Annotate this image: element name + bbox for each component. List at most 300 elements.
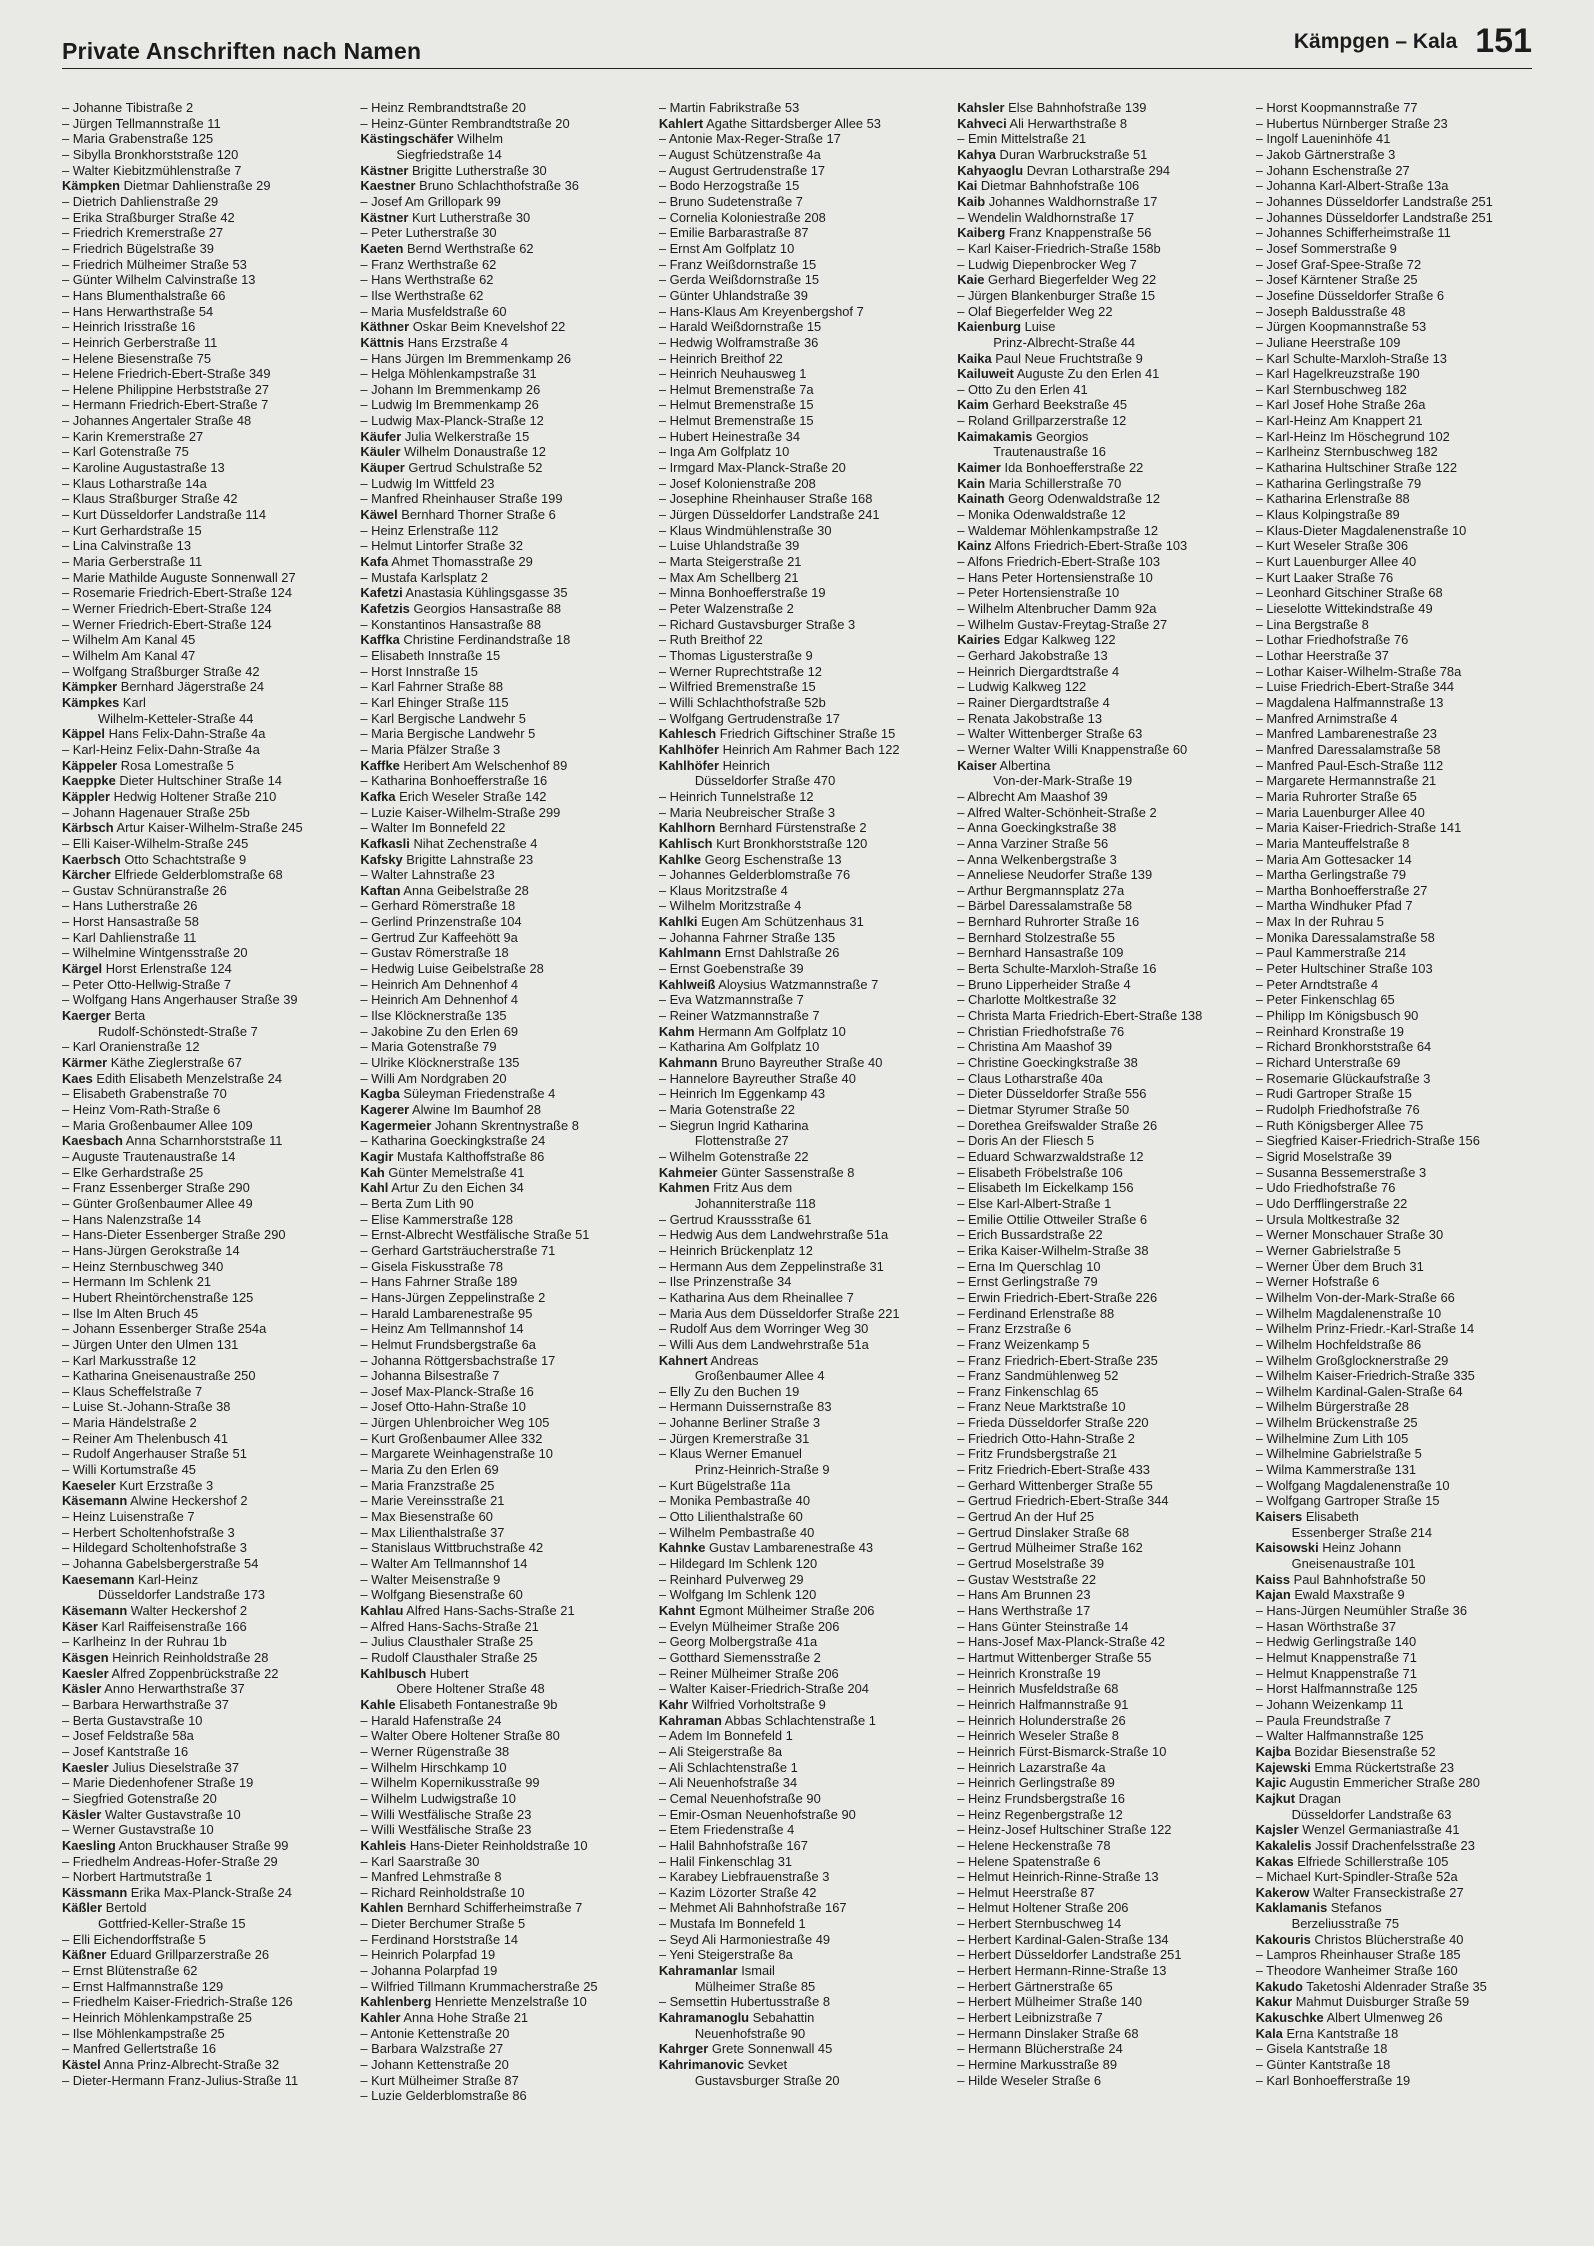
entry-line: – Wilhelmine Wintgensstraße 20: [62, 945, 350, 961]
entry-line: – Helene Spatenstraße 6: [957, 1854, 1245, 1870]
entry-line: – Anna Welkenbergstraße 3: [957, 852, 1245, 868]
surname: Kahraman: [658, 1712, 722, 1728]
entry-line: – Walter Kaiser-Friedrich-Straße 204: [659, 1681, 947, 1697]
entry-line: – Martha Windhuker Pfad 7: [1256, 898, 1544, 914]
entry-line: – Ilse Werthstraße 62: [360, 288, 648, 304]
entry-line: – Bruno Sudetenstraße 7: [659, 194, 947, 210]
entry-line: – Kurt Gerhardstraße 15: [62, 523, 350, 539]
entry-line: – Herbert Sternbuschweg 14: [957, 1916, 1245, 1932]
entry-text: Andreas: [710, 1352, 759, 1368]
entry-text: Dragan: [1298, 1790, 1341, 1806]
entry-text: Bernhard Jägerstraße 24: [120, 679, 265, 695]
entry-line: – Manfred Paul-Esch-Straße 112: [1256, 758, 1544, 774]
entry-line: – Gustav Schnüranstraße 26: [62, 883, 350, 899]
surname-entry: [62, 1008, 350, 1024]
surname-entry: [659, 1024, 947, 1040]
entry-line: – Maria Zu den Erlen 69: [360, 1462, 648, 1478]
entry-line: – Werner Friedrich-Ebert-Straße 124: [62, 601, 350, 617]
entry-line: – Mustafa Karlsplatz 2: [360, 570, 648, 586]
surname-entry: [360, 319, 648, 335]
entry-line: – Renata Jakobstraße 13: [957, 711, 1245, 727]
entry-line: – Siegfried Gotenstraße 20: [62, 1791, 350, 1807]
entry-line: – Heinz Vom-Rath-Straße 6: [62, 1102, 350, 1118]
surname-entry: [957, 147, 1245, 163]
entry-line: – Johannes Düsseldorfer Landstraße 251: [1256, 194, 1544, 210]
entry-line: – Antonie Max-Reger-Straße 17: [659, 131, 947, 147]
surname-entry: [360, 429, 648, 445]
entry-line: – Richard Unterstraße 69: [1256, 1055, 1544, 1071]
entry-line: – Cemal Neuenhofstraße 90: [659, 1791, 947, 1807]
entry-line: – Ilse Möhlenkampstraße 25: [62, 2026, 350, 2042]
entry-line: – Klaus Moritzstraße 4: [659, 883, 947, 899]
surname-entry: [62, 1493, 350, 1509]
surname-entry: [1256, 1885, 1544, 1901]
entry-line: – Halil Finkenschlag 31: [659, 1854, 947, 1870]
entry-line: – August Schützenstraße 4a: [659, 147, 947, 163]
entry-text: Egmont Mülheimer Straße 206: [698, 1603, 875, 1618]
entry-line: – Dietrich Dahlienstraße 29: [62, 194, 350, 210]
entry-line: – Karin Kremerstraße 27: [62, 429, 350, 445]
entry-line: – Heinrich Holunderstraße 26: [957, 1713, 1245, 1729]
entry-line: – Walter Meisenstraße 9: [360, 1572, 648, 1588]
surname-entry: [360, 585, 648, 601]
entry-line: – Ali Steigerstraße 8a: [659, 1744, 947, 1760]
entry-text: Dietmar Dahlienstraße 29: [123, 178, 271, 194]
entry-line: – Ludwig Diepenbrocker Weg 7: [957, 257, 1245, 273]
entry-line: – Bernhard Hansastraße 109: [957, 945, 1245, 961]
entry-line: – Christina Am Maashof 39: [957, 1039, 1245, 1055]
address-continuation: Von-der-Mark-Straße 19: [993, 773, 1133, 789]
entry-line: – Heinrich Brückenplatz 12: [659, 1243, 947, 1259]
entry-line: – Luise Friedrich-Ebert-Straße 344: [1256, 679, 1544, 695]
entry-line: – Heinz Rembrandtstraße 20: [360, 100, 648, 116]
surname-entry: [957, 491, 1245, 507]
entry-line: – Cornelia Koloniestraße 208: [659, 210, 947, 226]
entry-line: – Udo Derfflingerstraße 22: [1256, 1196, 1544, 1212]
entry-line: – Friedrich Kremerstraße 27: [62, 225, 350, 241]
entry-line: – Wilhelm Großglocknerstraße 29: [1256, 1353, 1544, 1369]
entry-line: – Maria Manteuffelstraße 8: [1256, 836, 1544, 852]
entry-line: – Wilhelm Prinz-Friedr.-Karl-Straße 14: [1256, 1321, 1544, 1337]
entry-line: – Peter Arndtstraße 4: [1256, 977, 1544, 993]
entry-line: – Eduard Schwarzwaldstraße 12: [957, 1149, 1245, 1165]
entry-text: Erika Max-Planck-Straße 24: [130, 1884, 292, 1900]
entry-line: – Gotthard Siemensstraße 2: [659, 1650, 947, 1666]
entry-line: – Berta Gustavstraße 10: [62, 1713, 350, 1729]
entry-text: Henriette Menzelstraße 10: [434, 1994, 587, 2010]
entry-line: – Johann Hagenauer Straße 25b: [62, 805, 350, 821]
entry-line: – Roland Grillparzerstraße 12: [957, 413, 1245, 429]
entry-line: – Heinz-Josef Hultschiner Straße 122: [957, 1822, 1245, 1838]
entry-line: – Elli Kaiser-Wilhelm-Straße 245: [62, 836, 350, 852]
entry-line: – Erika Kaiser-Wilhelm-Straße 38: [957, 1243, 1245, 1259]
surname: Kämpkes: [62, 694, 120, 710]
entry-line: – Josef Kärntener Straße 25: [1256, 272, 1544, 288]
surname: Kairies: [957, 632, 1001, 648]
surname-entry: [360, 1165, 648, 1181]
entry-text: Heribert Am Welschenhof 89: [403, 757, 568, 773]
surname: Kaesemann: [62, 1571, 135, 1587]
entry-line: – Antonie Kettenstraße 20: [360, 2026, 648, 2042]
entry-text: Agathe Sittardsberger Allee 53: [706, 115, 881, 131]
entry-line: – Gerlind Prinzenstraße 104: [360, 914, 648, 930]
entry-line: – Karl Fahrner Straße 88: [360, 679, 648, 695]
surname: Kajic: [1255, 1775, 1287, 1791]
entry-line: – Maria Pfälzer Straße 3: [360, 742, 648, 758]
surname-entry: [62, 852, 350, 868]
surname-entry: [1256, 2026, 1544, 2042]
entry-text: Oskar Beim Knevelshof 22: [412, 319, 566, 335]
entry-text: Aloysius Watzmannstraße 7: [718, 976, 879, 992]
entry-line: – Berta Schulte-Marxloh-Straße 16: [957, 961, 1245, 977]
surname-entry: [360, 1180, 648, 1196]
entry-text: Kurt Bronkhorststraße 120: [716, 835, 868, 851]
entry-line: – Katharina Bonhoefferstraße 16: [360, 773, 648, 789]
entry-line: – Wendelin Waldhornstraße 17: [957, 210, 1245, 226]
surname-entry: [360, 836, 648, 852]
surname-entry: [360, 1603, 648, 1619]
surname: Kahnt: [658, 1603, 696, 1618]
entry-text: Erna Kantstraße 18: [1286, 2025, 1399, 2041]
entry-line: – Karl Bergische Landwehr 5: [360, 711, 648, 727]
entry-line: – Wilhelm Kardinal-Galen-Straße 64: [1256, 1384, 1544, 1400]
surname: Käppler: [62, 788, 110, 804]
surname-entry: [62, 1055, 350, 1071]
address-continuation: Berzeliusstraße 75: [1291, 1916, 1400, 1932]
entry-line: – Hildegard Im Schlenk 120: [659, 1556, 947, 1572]
entry-text: Anna Scharnhorststraße 11: [125, 1133, 283, 1149]
entry-line: – Christian Friedhofstraße 76: [957, 1024, 1245, 1040]
entry-text: Karl Raiffeisenstraße 166: [101, 1618, 247, 1634]
entry-line: – Reiner Mülheimer Straße 206: [659, 1666, 947, 1682]
section-title: Private Anschriften nach Namen: [62, 38, 422, 64]
entry-line: – Karl Gotenstraße 75: [62, 444, 350, 460]
entry-line: – Herbert Gärtnerstraße 65: [957, 1979, 1245, 1995]
surname-entry: [62, 1666, 350, 1682]
surname: Kaimer: [957, 460, 1001, 476]
surname: Kahramanoglu: [658, 2010, 750, 2026]
surname: Käuler: [360, 444, 401, 460]
entry-text: Alfred Zoppenbrückstraße 22: [111, 1665, 279, 1681]
entry-line: – Werner Gabrielstraße 5: [1256, 1243, 1544, 1259]
entry-line: – Ali Neuenhofstraße 34: [659, 1775, 947, 1791]
entry-line: – Rosemarie Friedrich-Ebert-Straße 124: [62, 585, 350, 601]
entry-line: – Helmut Frundsbergstraße 6a: [360, 1337, 648, 1353]
surname: Kästingschäfer: [360, 131, 454, 147]
entry-line: – Karl Saarstraße 30: [360, 1854, 648, 1870]
entry-line: – Joseph Baldusstraße 48: [1256, 304, 1544, 320]
entry-line: – Gustav Römerstraße 18: [360, 945, 648, 961]
surname-entry: [659, 2010, 947, 2026]
entry-text: Franz Knappenstraße 56: [1008, 225, 1152, 241]
entry-line: – Willi Westfälische Straße 23: [360, 1807, 648, 1823]
surname: Kahleis: [360, 1837, 407, 1853]
entry-text: Sebahattin: [752, 2010, 815, 2026]
entry-line: – Marie Diedenhofener Straße 19: [62, 1775, 350, 1791]
entry-line: – Manfred Rheinhauser Straße 199: [360, 491, 648, 507]
surname-entry: [957, 758, 1245, 774]
entry-line: – Lieselotte Wittekindstraße 49: [1256, 601, 1544, 617]
entry-line: – Luzie Kaiser-Wilhelm-Straße 299: [360, 805, 648, 821]
entry-line: – Kurt Weseler Straße 306: [1256, 538, 1544, 554]
surname-entry: [659, 1055, 947, 1071]
entry-line: – Doris An der Fliesch 5: [957, 1133, 1245, 1149]
entry-line: – Ruth Breithof 22: [659, 632, 947, 648]
entry-text: Mahmut Duisburger Straße 59: [1295, 1994, 1470, 2010]
surname: Kaisowski: [1255, 1540, 1319, 1556]
entry-line: – Willi Kortumstraße 45: [62, 1462, 350, 1478]
surname: Käsler: [62, 1681, 102, 1697]
entry-text: Bernhard Fürstenstraße 2: [718, 820, 867, 836]
entry-line: – Hermann Aus dem Zeppelinstraße 31: [659, 1259, 947, 1275]
entry-text: Hans-Dieter Reinholdstraße 10: [409, 1837, 588, 1853]
address-continuation: Gottfried-Keller-Straße 15: [98, 1916, 246, 1932]
entry-line: – Hans Lutherstraße 26: [62, 898, 350, 914]
entry-line: – Karoline Augustastraße 13: [62, 460, 350, 476]
entry-line: – Hans Blumenthalstraße 66: [62, 288, 350, 304]
entry-text: Anastasia Kühlingsgasse 35: [405, 585, 568, 601]
entry-line: – Hermann Dinslaker Straße 68: [957, 2026, 1245, 2042]
entry-line: – Hans-Jürgen Zeppelinstraße 2: [360, 1290, 648, 1306]
entry-line: – Willi Am Nordgraben 20: [360, 1071, 648, 1087]
address-continuation: Flottenstraße 27: [694, 1133, 789, 1149]
entry-text: Rosa Lomestraße 5: [120, 757, 234, 773]
surname: Kaesbach: [62, 1133, 123, 1149]
address-continuation: Prinz-Albrecht-Straße 44: [993, 334, 1136, 350]
entry-line: – Mehmet Ali Bahnhofstraße 167: [659, 1900, 947, 1916]
address-continuation: Düsseldorfer Straße 470: [694, 773, 836, 789]
entry-line: – Maria Großenbaumer Allee 109: [62, 1118, 350, 1134]
entry-line: – Heinrich Musfeldstraße 68: [957, 1681, 1245, 1697]
entry-line: – Hermine Markusstraße 89: [957, 2057, 1245, 2073]
entry-line: – Werner Friedrich-Ebert-Straße 124: [62, 617, 350, 633]
entry-line: – Manfred Arnimstraße 4: [1256, 711, 1544, 727]
entry-text: Luise: [1024, 319, 1056, 335]
surname: Kahveci: [957, 115, 1007, 131]
entry-text: Kurt Erzstraße 3: [119, 1477, 214, 1493]
surname-entry: [957, 460, 1245, 476]
entry-line: – Helmut Heerstraße 87: [957, 1885, 1245, 1901]
entry-text: Stefanos: [1330, 1900, 1382, 1916]
surname-entry: [360, 131, 648, 147]
entry-text: Heinrich: [722, 757, 770, 773]
entry-line: – Johannes Gelderblomstraße 76: [659, 867, 947, 883]
entry-text: Bertold: [105, 1900, 147, 1916]
surname: Kahlke: [658, 851, 702, 867]
entry-line: – Jürgen Kremerstraße 31: [659, 1431, 947, 1447]
surname-entry: [62, 1681, 350, 1697]
entry-line: – Johann Essenberger Straße 254a: [62, 1321, 350, 1337]
entry-text: Gerhard Beekstraße 45: [992, 397, 1128, 413]
surname-entry: [1256, 1994, 1544, 2010]
entry-line: – Ernst Am Golfplatz 10: [659, 241, 947, 257]
entry-line: – Halil Bahnhofstraße 167: [659, 1838, 947, 1854]
entry-line: – Hans Fahrner Straße 189: [360, 1274, 648, 1290]
entry-text: Georg Eschenstraße 13: [704, 851, 842, 867]
entry-line: – Marta Steigerstraße 21: [659, 554, 947, 570]
surname-entry: [360, 1086, 648, 1102]
entry-line: – Manfred Gellertstraße 16: [62, 2041, 350, 2057]
entry-line: – Katharina Am Golfplatz 10: [659, 1039, 947, 1055]
entry-text: Grete Sonnenwall 45: [711, 2041, 833, 2057]
entry-line: – Heinrich Halfmannstraße 91: [957, 1697, 1245, 1713]
entry-line: – Klaus Straßburger Straße 42: [62, 491, 350, 507]
entry-line: – Barbara Walzstraße 27: [360, 2041, 648, 2057]
entry-line: – Otto Lilienthalstraße 60: [659, 1509, 947, 1525]
entry-text: Edgar Kalkweg 122: [1003, 632, 1116, 648]
surname-entry: [360, 883, 648, 899]
entry-line: – Heinrich Gerberstraße 11: [62, 335, 350, 351]
entry-line: – Minna Bonhoefferstraße 19: [659, 585, 947, 601]
surname: Kahyaoglu: [957, 162, 1024, 178]
entry-line: – Heinrich Am Dehnenhof 4: [360, 992, 648, 1008]
surname: Kagerer: [360, 1102, 410, 1117]
entry-line: – Michael Kurt-Spindler-Straße 52a: [1256, 1869, 1544, 1885]
entry-line: – Hedwig Gerlingstraße 140: [1256, 1634, 1544, 1650]
page-header: [62, 24, 1532, 69]
entry-line: – Gustav Weststraße 22: [957, 1572, 1245, 1588]
entry-line: – Barbara Herwarthstraße 37: [62, 1697, 350, 1713]
entry-text: Berta: [114, 1008, 146, 1024]
surname: Kämpker: [62, 679, 118, 695]
surname: Kämpken: [62, 178, 121, 194]
entry-line: – Helmut Bremenstraße 7a: [659, 382, 947, 398]
entry-line: – Walter Kiebitzmühlenstraße 7: [62, 163, 350, 179]
entry-line: – Manfred Lehmstraße 8: [360, 1869, 648, 1885]
surname-entry: [62, 1071, 350, 1087]
address-continuation: Düsseldorfer Landstraße 173: [98, 1587, 265, 1603]
entry-line: – Katharina Gneisenaustraße 250: [62, 1368, 350, 1384]
surname-entry: [62, 1572, 350, 1588]
entry-line: – Erich Bussardstraße 22: [957, 1227, 1245, 1243]
surname-entry: [360, 554, 648, 570]
surname-entry: [1256, 1509, 1544, 1525]
entry-line: – Wilma Kammerstraße 131: [1256, 1462, 1544, 1478]
surname-entry: [957, 194, 1245, 210]
entry-line: – Magdalena Halfmannstraße 13: [1256, 695, 1544, 711]
surname-entry: [957, 100, 1245, 116]
entry-line: – Werner Hofstraße 6: [1256, 1274, 1544, 1290]
entry-line: – Siegrun Ingrid Katharina: [659, 1118, 947, 1134]
entry-line: – Luise St.-Johann-Straße 38: [62, 1399, 350, 1415]
surname: Kahm: [658, 1023, 695, 1039]
surname-entry: [957, 319, 1245, 335]
entry-text: Brigitte Lahnstraße 23: [406, 851, 534, 867]
entry-line: – Maria Aus dem Düsseldorfer Straße 221: [659, 1306, 947, 1322]
entry-line: – Kurt Lauenburger Allee 40: [1256, 554, 1544, 570]
entry-line: – Christine Goeckingkstraße 38: [957, 1055, 1245, 1071]
entry-line: – Ulrike Klöcknerstraße 135: [360, 1055, 648, 1071]
entry-text: Elisabeth Fontanestraße 9b: [399, 1696, 558, 1712]
entry-text: Bozidar Biesenstraße 52: [1294, 1743, 1436, 1759]
entry-line: – Günter Wilhelm Calvinstraße 13: [62, 272, 350, 288]
surname-entry: [1256, 1932, 1544, 1948]
entry-text: Eduard Grillparzerstraße 26: [110, 1947, 270, 1963]
entry-text: Paul Bahnhofstraße 50: [1293, 1571, 1426, 1587]
entry-line: – Klaus-Dieter Magdalenenstraße 10: [1256, 523, 1544, 539]
surname-entry: [62, 1838, 350, 1854]
surname-entry: [659, 977, 947, 993]
entry-text: Duran Warbruckstraße 51: [999, 146, 1148, 162]
entry-line: – Elisabeth Fröbelstraße 106: [957, 1165, 1245, 1181]
entry-text: Anno Herwarthstraße 37: [104, 1681, 245, 1697]
entry-line: – Anneliese Neudorfer Straße 139: [957, 867, 1245, 883]
surname-entry: [1256, 1744, 1544, 1760]
surname-entry: [360, 1118, 648, 1134]
entry-line: – Karl Oranienstraße 12: [62, 1039, 350, 1055]
entry-line: – Reiner Am Thelenbusch 41: [62, 1431, 350, 1447]
surname: Kain: [957, 475, 986, 491]
surname: Kahler: [360, 2010, 401, 2026]
entry-text: Günter Memelstraße 41: [388, 1164, 525, 1180]
entry-line: – Helene Friedrich-Ebert-Straße 349: [62, 366, 350, 382]
entry-line: – Maria Am Gottesacker 14: [1256, 852, 1544, 868]
entry-line: – Sigrid Moselstraße 39: [1256, 1149, 1544, 1165]
entry-text: Heinrich Am Rahmer Bach 122: [722, 741, 900, 757]
entry-text: Anna Hohe Straße 21: [403, 2010, 529, 2026]
entry-line: – Wilhelm Gustav-Freytag-Straße 27: [957, 617, 1245, 633]
entry-line: – Ernst-Albrecht Westfälische Straße 51: [360, 1227, 648, 1243]
entry-line: – Maria Kaiser-Friedrich-Straße 141: [1256, 820, 1544, 836]
surname: Kahmeier: [658, 1164, 718, 1180]
surname: Kahr: [658, 1696, 689, 1712]
entry-line: – Maria Lauenburger Allee 40: [1256, 805, 1544, 821]
entry-text: Gerhard Biegerfelder Weg 22: [988, 272, 1157, 288]
entry-line: – Luzie Gelderblomstraße 86: [360, 2088, 648, 2104]
surname: Kahlenberg: [360, 1994, 432, 2010]
surname-entry: [1256, 1979, 1544, 1995]
entry-line: – Bruno Lipperheider Straße 4: [957, 977, 1245, 993]
entry-line: – Dorethea Greifswalder Straße 26: [957, 1118, 1245, 1134]
entry-line: – Ludwig Im Wittfeld 23: [360, 476, 648, 492]
entry-line: – Julius Clausthaler Straße 25: [360, 1634, 648, 1650]
surname-entry: [360, 852, 648, 868]
surname-entry: [659, 2057, 947, 2073]
entry-line: – Hermann Friedrich-Ebert-Straße 7: [62, 397, 350, 413]
entry-line: – Heinrich Lazarstraße 4a: [957, 1760, 1245, 1776]
entry-line: – Reinhard Kronstraße 19: [1256, 1024, 1544, 1040]
entry-line: – Martha Gerlingstraße 79: [1256, 867, 1544, 883]
entry-line: – Karl-Heinz Felix-Dahn-Straße 4a: [62, 742, 350, 758]
entry-line: – Anna Goeckingkstraße 38: [957, 820, 1245, 836]
entry-line: – Günter Kantstraße 18: [1256, 2057, 1544, 2073]
entry-line: – Hans Am Brunnen 23: [957, 1587, 1245, 1603]
entry-line: – Helmut Bremenstraße 15: [659, 397, 947, 413]
entry-line: – Günter Uhlandstraße 39: [659, 288, 947, 304]
surname: Kahlhorn: [658, 820, 716, 836]
entry-line: – Bärbel Daressalamstraße 58: [957, 898, 1245, 914]
column-2: [360, 100, 658, 2206]
entry-text: Elfriede Schillerstraße 105: [1297, 1853, 1449, 1869]
surname-entry: [1256, 1572, 1544, 1588]
entry-line: – Werner Walter Willi Knappenstraße 60: [957, 742, 1245, 758]
entry-line: – Erna Im Querschlag 10: [957, 1259, 1245, 1275]
entry-line: – Walter Halfmannstraße 125: [1256, 1728, 1544, 1744]
entry-line: – Heinrich Am Dehnenhof 4: [360, 977, 648, 993]
entry-line: – Gerda Weißdornstraße 15: [659, 272, 947, 288]
entry-text: Johann Skrentnystraße 8: [434, 1117, 579, 1133]
entry-line: – Ilse Prinzenstraße 34: [659, 1274, 947, 1290]
entry-line: – Gertrud Moselstraße 39: [957, 1556, 1245, 1572]
entry-line: – Klaus Lotharstraße 14a: [62, 476, 350, 492]
entry-text: Anton Bruckhauser Straße 99: [118, 1837, 289, 1853]
surname: Kahnke: [658, 1540, 706, 1556]
entry-line: – Manfred Daressalamstraße 58: [1256, 742, 1544, 758]
surname: Kaeseler: [62, 1477, 116, 1493]
entry-line: – Bernhard Ruhrorter Straße 16: [957, 914, 1245, 930]
surname-entry: [360, 1900, 648, 1916]
entry-line: – Hans Peter Hortensienstraße 10: [957, 570, 1245, 586]
